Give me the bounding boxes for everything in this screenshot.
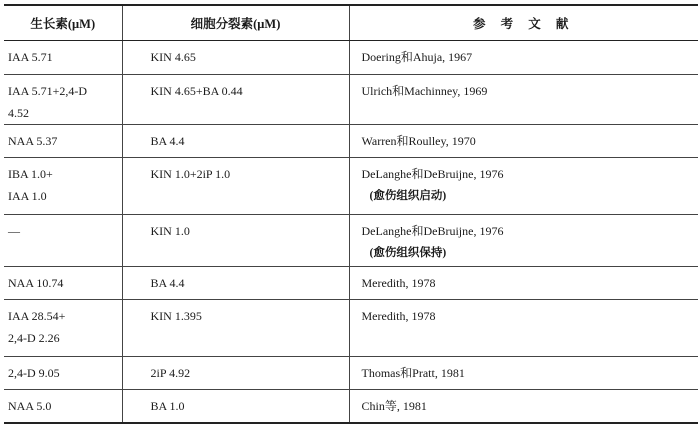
- auxin-cell: [4, 125, 122, 158]
- header-reference: 参 考 文 献: [349, 5, 698, 41]
- table-body: [4, 41, 698, 423]
- auxin-cell: [4, 215, 122, 267]
- cytokinin-cell: 2iP 4.92: [122, 357, 349, 390]
- table-row: [4, 158, 698, 215]
- table-row: [4, 75, 698, 125]
- table-row: [4, 215, 698, 267]
- cytokinin-cell: KIN 1.0: [122, 215, 349, 267]
- table-row: [4, 300, 698, 357]
- auxin-cell: [4, 357, 122, 390]
- auxin-line: NAA 10.74: [8, 276, 64, 290]
- cytokinin-cell: BA 1.0: [122, 390, 349, 423]
- reference-cell: [349, 390, 698, 423]
- reference-cell: [349, 215, 698, 267]
- auxin-line: 2,4-D 9.05: [8, 366, 60, 380]
- reference-cell: [349, 41, 698, 75]
- reference-text: DeLanghe和DeBruijne, 1976: [361, 167, 504, 181]
- table-row: [4, 41, 698, 75]
- auxin-cell: [4, 300, 122, 357]
- auxin-line: IBA 1.0+: [8, 167, 53, 181]
- reference-cell: [349, 158, 698, 215]
- table-header-row: [4, 5, 698, 41]
- cytokinin-cell: KIN 1.395: [122, 300, 349, 357]
- cytokinin-cell: BA 4.4: [122, 125, 349, 158]
- reference-text: Chin等, 1981: [361, 399, 427, 413]
- auxin-line: NAA 5.37: [8, 134, 58, 148]
- reference-text: Warren和Roulley, 1970: [361, 134, 476, 148]
- cytokinin-cell: KIN 1.0+2iP 1.0: [122, 158, 349, 215]
- cytokinin-cell: BA 4.4: [122, 267, 349, 300]
- table-row: [4, 390, 698, 423]
- auxin-line: —: [8, 224, 20, 238]
- reference-text: Ulrich和Machinney, 1969: [361, 84, 488, 98]
- auxin-line: IAA 1.0: [8, 189, 47, 203]
- auxin-cell: [4, 41, 122, 75]
- header-auxin: 生长素(μM): [4, 5, 122, 41]
- header-cytokinin: 细胞分裂素(μM): [122, 5, 349, 41]
- reference-cell: [349, 267, 698, 300]
- reference-cell: [349, 125, 698, 158]
- cytokinin-cell: KIN 4.65: [122, 41, 349, 75]
- auxin-line: NAA 5.0: [8, 399, 52, 413]
- auxin-cell: [4, 158, 122, 215]
- auxin-line: 4.52: [8, 106, 29, 120]
- reference-text: DeLanghe和DeBruijne, 1976: [361, 224, 504, 238]
- table-row: [4, 125, 698, 158]
- reference-cell: [349, 357, 698, 390]
- auxin-cell: [4, 267, 122, 300]
- reference-note: (愈伤组织保持): [369, 247, 447, 259]
- table-row: [4, 267, 698, 300]
- reference-cell: [349, 300, 698, 357]
- reference-text: Meredith, 1978: [361, 276, 436, 290]
- auxin-line: IAA 28.54+: [8, 309, 66, 323]
- reference-text: Thomas和Pratt, 1981: [361, 366, 465, 380]
- reference-text: Doering和Ahuja, 1967: [361, 50, 473, 64]
- auxin-cell: [4, 390, 122, 423]
- auxin-line: IAA 5.71+2,4-D: [8, 84, 88, 98]
- auxin-line: 2,4-D 2.26: [8, 331, 60, 345]
- table-row: [4, 357, 698, 390]
- reference-text: Meredith, 1978: [361, 309, 436, 323]
- reference-note: (愈伤组织启动): [369, 190, 447, 202]
- auxin-line: IAA 5.71: [8, 50, 53, 64]
- reference-cell: [349, 75, 698, 125]
- cytokinin-cell: KIN 4.65+BA 0.44: [122, 75, 349, 125]
- hormone-reference-table: [4, 4, 698, 424]
- auxin-cell: [4, 75, 122, 125]
